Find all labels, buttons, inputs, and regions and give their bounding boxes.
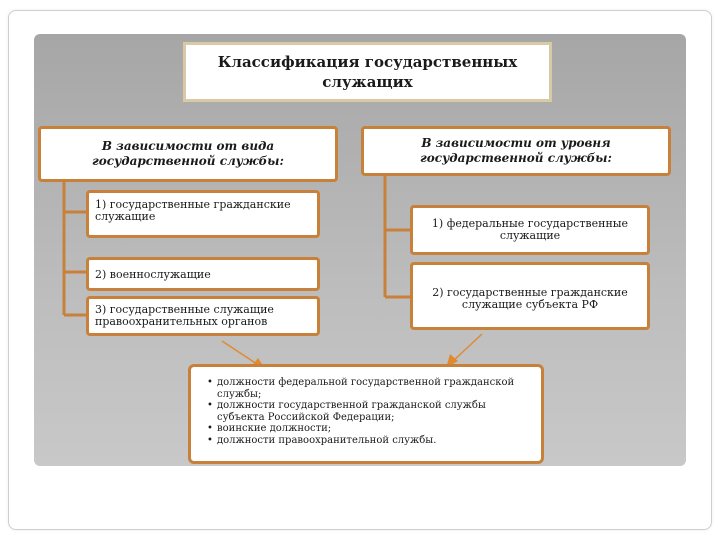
position-item: • должности правоохранительной службы. <box>207 435 533 447</box>
left-item-civil <box>86 190 320 238</box>
arrow-right <box>452 334 482 362</box>
left-item-military <box>86 257 320 291</box>
left-category-box <box>38 126 338 182</box>
position-item: • должности федеральной государственной гражданской службы; <box>207 377 533 400</box>
right-category-box <box>361 126 671 176</box>
position-item: • воинские должности; <box>207 423 533 435</box>
left-item-label: 1) государственные гражданские служащие <box>95 198 291 223</box>
title-text: Классификация государственных служащих <box>217 53 518 91</box>
right-item-regional <box>410 262 650 330</box>
left-category-label: В зависимости от вида государственной службы: <box>92 139 284 168</box>
positions-list <box>199 377 533 446</box>
right-item-federal <box>410 205 650 255</box>
left-item-law-enforcement <box>86 296 320 336</box>
right-item-label: 1) федеральные государственные служащие <box>431 217 629 242</box>
diagram-title <box>183 42 552 102</box>
left-item-label: 3) государственные служащие правоохранительных органов <box>95 303 274 328</box>
position-item: • должности государственной гражданской службы субъекта Российской Федерации; <box>207 400 533 423</box>
arrow-left <box>222 341 260 366</box>
left-item-label: 2) военнослужащие <box>95 268 211 281</box>
positions-box <box>188 364 544 464</box>
right-item-label: 2) государственные гражданские служащие субъекта РФ <box>432 286 628 311</box>
right-category-label: В зависимости от уровня государственной службы: <box>420 136 612 165</box>
